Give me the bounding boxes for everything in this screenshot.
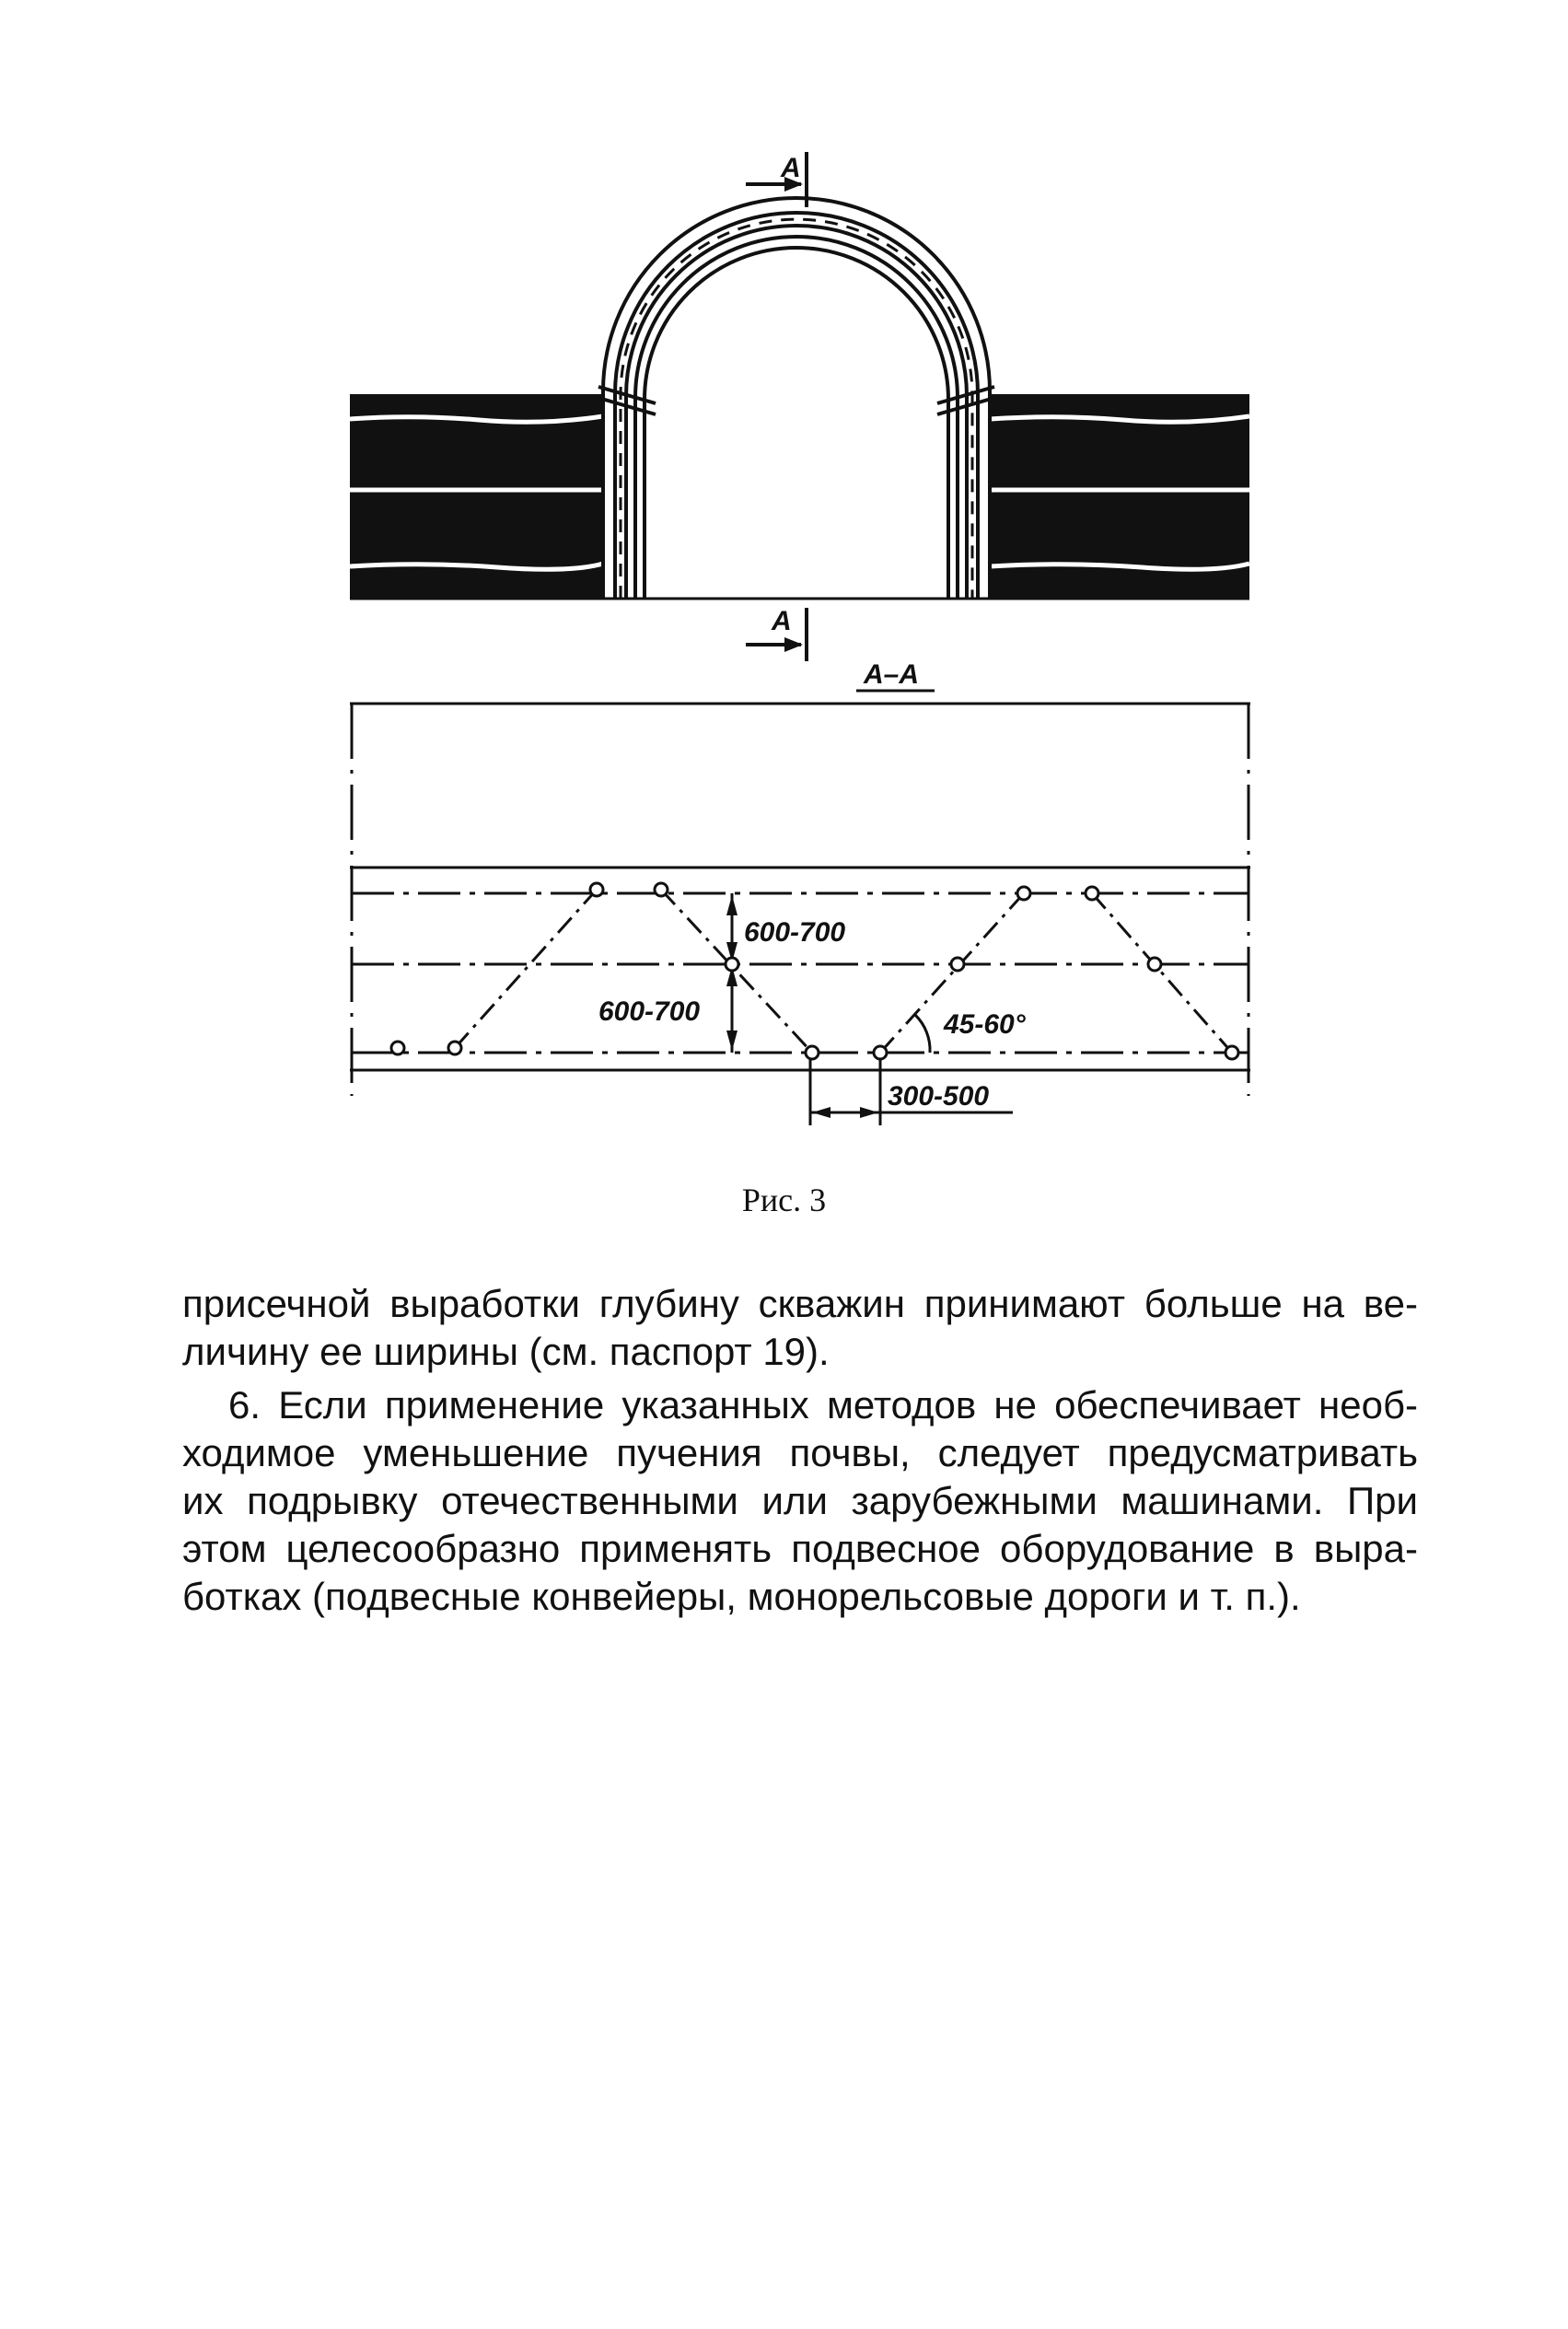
paragraph-1 — [182, 1280, 1418, 1376]
section-mark-bottom-label: A — [772, 606, 792, 636]
body-text — [182, 1280, 1418, 1626]
paragraph-2-line-5: ботках (подвесные конвейеры, монорельсовые дороги и т. п.). — [182, 1575, 1301, 1618]
spacing-label: 300-500 — [888, 1081, 990, 1112]
paragraph-2-line-2: ходимое уменьшение пучения почвы, следует предусматривать — [182, 1431, 1418, 1474]
angle-label: 45-60° — [944, 1009, 1026, 1040]
section-mark-top-label: A — [781, 153, 801, 183]
dimension-lower: 600-700 — [598, 996, 701, 1027]
paragraph-1-line-1: присечной выработки глубину скважин принимают больше на ве- — [182, 1282, 1418, 1325]
paragraph-1-line-2: личину ее ширины (см. паспорт 19). — [182, 1330, 830, 1373]
section-marker-bottom — [746, 606, 807, 661]
paragraph-2 — [182, 1381, 1418, 1621]
section-a-a — [350, 704, 1250, 1125]
paragraph-2-line-1: 6. Если применение указанных методов не обеспечивает необ- — [228, 1383, 1418, 1427]
arch-cross-section — [350, 198, 1249, 599]
dimension-upper: 600-700 — [744, 917, 846, 948]
paragraph-2-line-3: их подрывку отечественными или зарубежными машинами. При — [182, 1479, 1418, 1522]
figure-caption: Рис. 3 — [741, 1182, 827, 1218]
figure-3-drawing — [0, 0, 1568, 1160]
paragraph-2-line-4: этом целесообразно применять подвесное оборудование в выра- — [182, 1527, 1418, 1570]
section-title: A–A — [864, 659, 920, 690]
